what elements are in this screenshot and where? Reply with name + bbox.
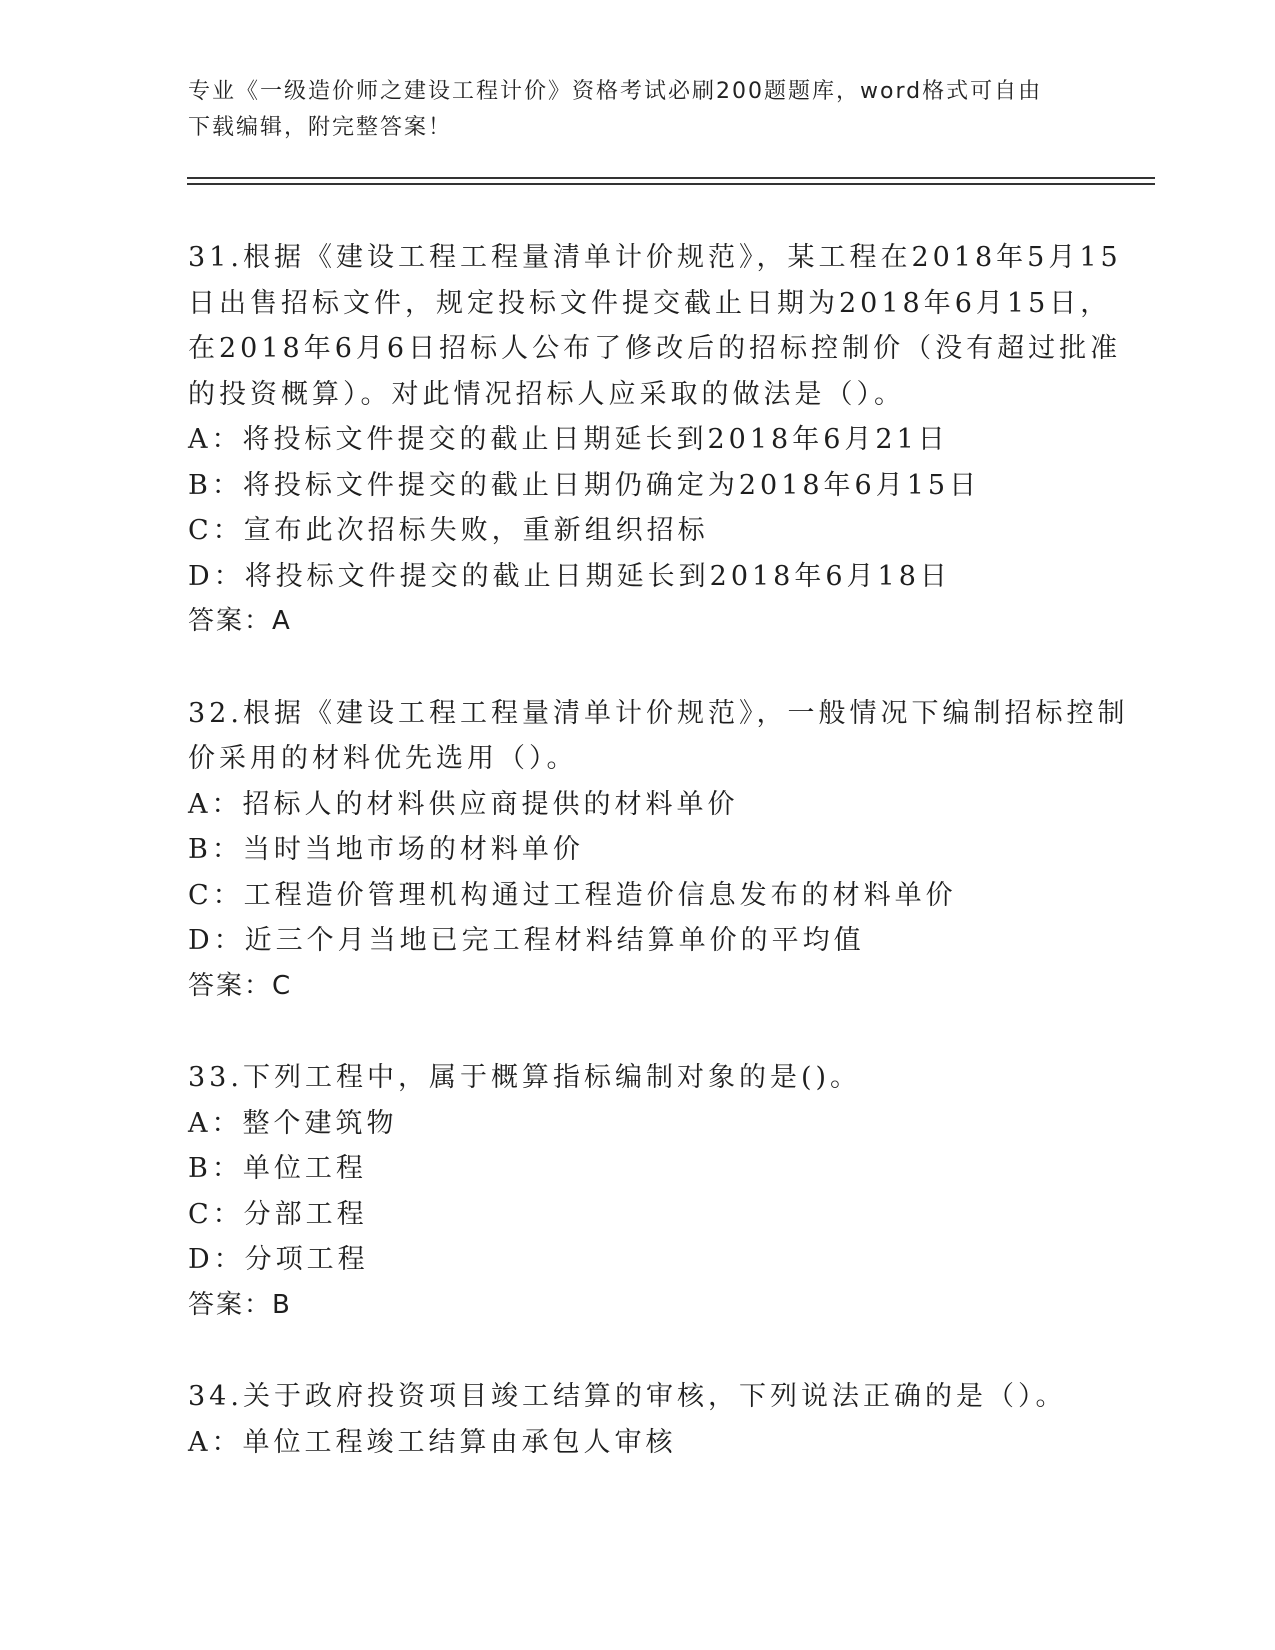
question-stem-line: 的投资概算）。对此情况招标人应采取的做法是（）。	[188, 378, 905, 410]
question-34	[188, 1374, 1088, 1465]
option-b: B：当时当地市场的材料单价	[188, 834, 584, 865]
question-stem-line: 32.根据《建设工程工程量清单计价规范》，一般情况下编制招标控制	[188, 697, 1129, 729]
option-d: D：分项工程	[188, 1244, 369, 1275]
header-rule-bottom	[187, 183, 1155, 185]
question-stem-line: 价采用的材料优先选用（）。	[188, 743, 578, 774]
answer-line: 答案：B	[188, 1289, 292, 1320]
option-c: C：宣布此次招标失败，重新组织招标	[188, 515, 709, 546]
option-a: A：整个建筑物	[188, 1107, 398, 1139]
question-31	[188, 235, 1122, 645]
question-stem-line: 34.关于政府投资项目竣工结算的审核，下列说法正确的是（）。	[188, 1381, 1067, 1412]
question-stem-line: 日出售招标文件，规定投标文件提交截止日期为2018年6月15日，	[188, 287, 1112, 319]
option-a: A：将投标文件提交的截止日期延长到2018年6月21日	[188, 424, 949, 455]
question-list	[188, 235, 1129, 1511]
header-rule-top	[187, 177, 1155, 179]
answer-line: 答案：A	[188, 606, 292, 636]
option-a: A：招标人的材料供应商提供的材料单价	[188, 788, 739, 820]
header-line-2: 下载编辑，附完整答案！	[188, 115, 453, 140]
option-a: A：单位工程竣工结算由承包人审核	[188, 1426, 677, 1458]
option-c: C：工程造价管理机构通过工程造价信息发布的材料单价	[188, 879, 957, 911]
answer-line: 答案：C	[188, 970, 293, 1001]
question-stem-line: 31.根据《建设工程工程量清单计价规范》，某工程在2018年5月15	[188, 242, 1122, 273]
document-header	[188, 74, 1088, 146]
option-b: B：单位工程	[188, 1153, 367, 1184]
option-b: B：将投标文件提交的截止日期仍确定为2018年6月15日	[188, 469, 981, 501]
question-33	[188, 1055, 1088, 1328]
option-d: D：将投标文件提交的截止日期延长到2018年6月18日	[188, 560, 951, 592]
question-32	[188, 691, 1129, 1010]
option-d: D：近三个月当地已完工程材料结算单价的平均值	[188, 925, 865, 956]
header-line-1: 专业《一级造价师之建设工程计价》资格考试必刷200题题库，word格式可自由	[188, 79, 1043, 104]
option-c: C：分部工程	[188, 1198, 368, 1230]
question-stem-line: 33.下列工程中，属于概算指标编制对象的是()。	[188, 1062, 862, 1093]
question-stem-line: 在2018年6月6日招标人公布了修改后的招标控制价（没有超过批准	[188, 333, 1122, 364]
